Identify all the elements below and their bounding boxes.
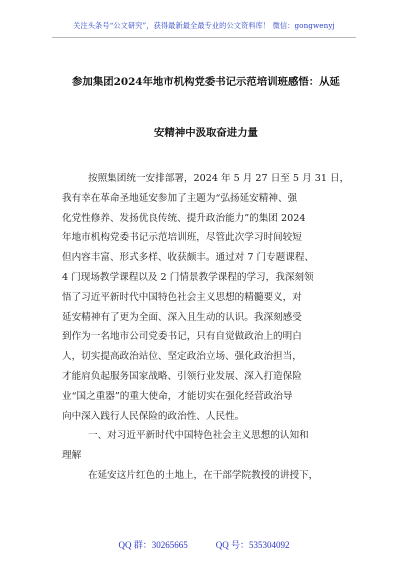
promo-header-note: 关注头条号“公文研究”，获得最新最全最专业的公文资料库！ 微信：gongwenyj	[73, 21, 335, 30]
body-line: 按照集团统一安排部署，2024 年 5 月 27 日至 5 月 31 日，	[88, 173, 350, 184]
body-line: 在延安这片红色的土地上，在干部学院教授的讲授下，	[88, 469, 319, 481]
body-line: 才能肩负起服务国家战略、引领行业发展、深入打造保险	[62, 370, 302, 382]
section-heading-line: 理解	[62, 450, 82, 462]
qq-account-number: QQ 号：535304092	[215, 540, 290, 550]
body-line: 到作为一名地市公司党委书记，只有自觉做政治上的明白	[62, 331, 302, 343]
contact-footer	[0, 538, 408, 551]
body-line: 延安精神有了更为全面、深入且生动的认识。我深刻感受	[62, 311, 302, 323]
body-line: 向中深入践行人民保险的政治性、人民性。	[62, 410, 245, 422]
qq-group-number: QQ 群：30265665	[118, 540, 188, 550]
document-title-line-1: 参加集团2024年地市机构党委书记示范培训班感悟：从延	[72, 76, 340, 88]
body-line: 我有幸在革命圣地延安参加了主题为“弘扬延安精神、强	[62, 192, 298, 204]
body-line: 但内容丰富、形式多样、收获颇丰。通过对 7 门专题课程、	[62, 252, 315, 264]
document-title-line-2: 安精神中汲取奋进力量	[154, 127, 258, 139]
body-line: 4 门现场教学课程以及 2 门情景教学课程的学习，我深刻领	[62, 271, 314, 283]
body-line: 人，切实提高政治站位、坚定政治立场、强化政治担当，	[62, 351, 302, 363]
body-line: 悟了习近平新时代中国特色社会主义思想的精髓要义，对	[62, 291, 302, 303]
body-line: 年地市机构党委书记示范培训班，尽管此次学习时间较短	[62, 232, 302, 244]
document-body	[62, 169, 352, 486]
body-line: 业“国之重器”的重大使命，才能切实在强化经营政治导	[62, 390, 293, 402]
section-heading-line: 一、对习近平新时代中国特色社会主义思想的认知和	[88, 430, 309, 442]
body-line: 化党性修养、发扬优良传统、提升政治能力”的集团 2024	[62, 212, 306, 224]
header-divider	[52, 37, 356, 38]
